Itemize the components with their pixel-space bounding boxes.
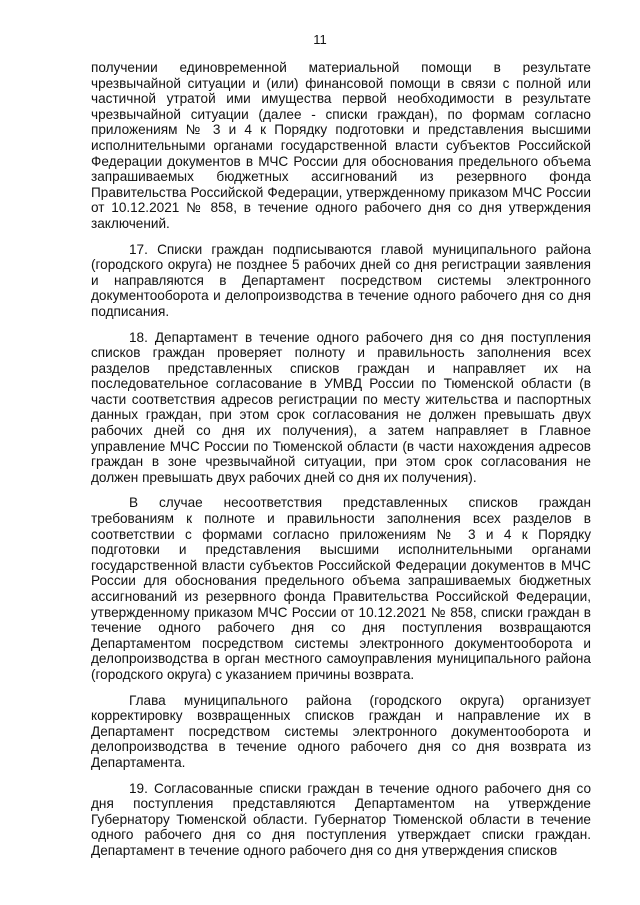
document-body bbox=[91, 60, 591, 859]
paragraph-mismatch-case: В случае несоответствия представленных списков граждан требованиям к полноте и правильности заполнения всех разделов в соответствии с формами согласно приложениям № 3 и 4 к Порядку подготовки и представления высшими исполнительными органами государственной власти субъектов Российской Федерации документов в МЧС России для обоснования предельного объема запрашиваемых бюджетных ассигнований из резервного фонда Правительства Российской Федерации, утвержденному приказом МЧС России от 10.12.2021 № 858, списки граждан в течение одного рабочего дня со дня поступления возвращаются Департаментом посредством системы электронного документооборота и делопроизводства в орган местного самоуправления муниципального района (городского округа) с указанием причины возврата. bbox=[91, 495, 591, 682]
paragraph-head-correction: Глава муниципального района (городского округа) организует корректировку возвращенных списков граждан и направление их в Департамент посредством системы электронного документооборота и делопроизводства в течение одного рабочего дня со дня возврата из Департамента. bbox=[91, 692, 591, 770]
page-number: 11 bbox=[313, 32, 327, 47]
paragraph-item-17: 17. Списки граждан подписываются главой муниципального района (городского округа) не позднее 5 рабочих дней со дня регистрации заявления и направляются в Департамент посредством системы электронного документооборота и делопроизводства в течение одного рабочего дня со дня подписания. bbox=[91, 241, 591, 319]
paragraph-item-18: 18. Департамент в течение одного рабочего дня со дня поступления списков граждан проверяет полноту и правильность заполнения всех разделов представленных списков граждан и направляет их на последовательное согласование в УМВД России по Тюменской области (в части соответствия адресов регистрации по месту жительства и паспортных данных граждан, при этом срок согласования не должен превышать двух рабочих дней со дня их получения), а затем направляет в Главное управление МЧС России по Тюменской области (в части нахождения адресов граждан в зоне чрезвычайной ситуации, при этом срок согласования не должен превышать двух рабочих дней со дня их получения). bbox=[91, 329, 591, 485]
paragraph-item-19: 19. Согласованные списки граждан в течение одного рабочего дня со дня поступления представляются Департаментом на утверждение Губернатору Тюменской области. Губернатор Тюменской области в течение одного рабочего дня со дня поступления утверждает списки граждан. Департамент в течение одного рабочего дня со дня утверждения списков bbox=[91, 780, 591, 858]
paragraph-continuation: получении единовременной материальной помощи в результате чрезвычайной ситуации и (или) финансовой помощи в связи с полной или частичной утратой ими имущества первой необходимости в результате чрезвычайной ситуации (далее - списки граждан), по формам согласно приложениям № 3 и 4 к Порядку подготовки и представления высшими исполнительными органами государственной власти субъектов Российской Федерации документов в МЧС России для обоснования предельного объема запрашиваемых бюджетных ассигнований из резервного фонда Правительства Российской Федерации, утвержденному приказом МЧС России от 10.12.2021 № 858, в течение одного рабочего дня со дня утверждения заключений. bbox=[91, 60, 591, 231]
